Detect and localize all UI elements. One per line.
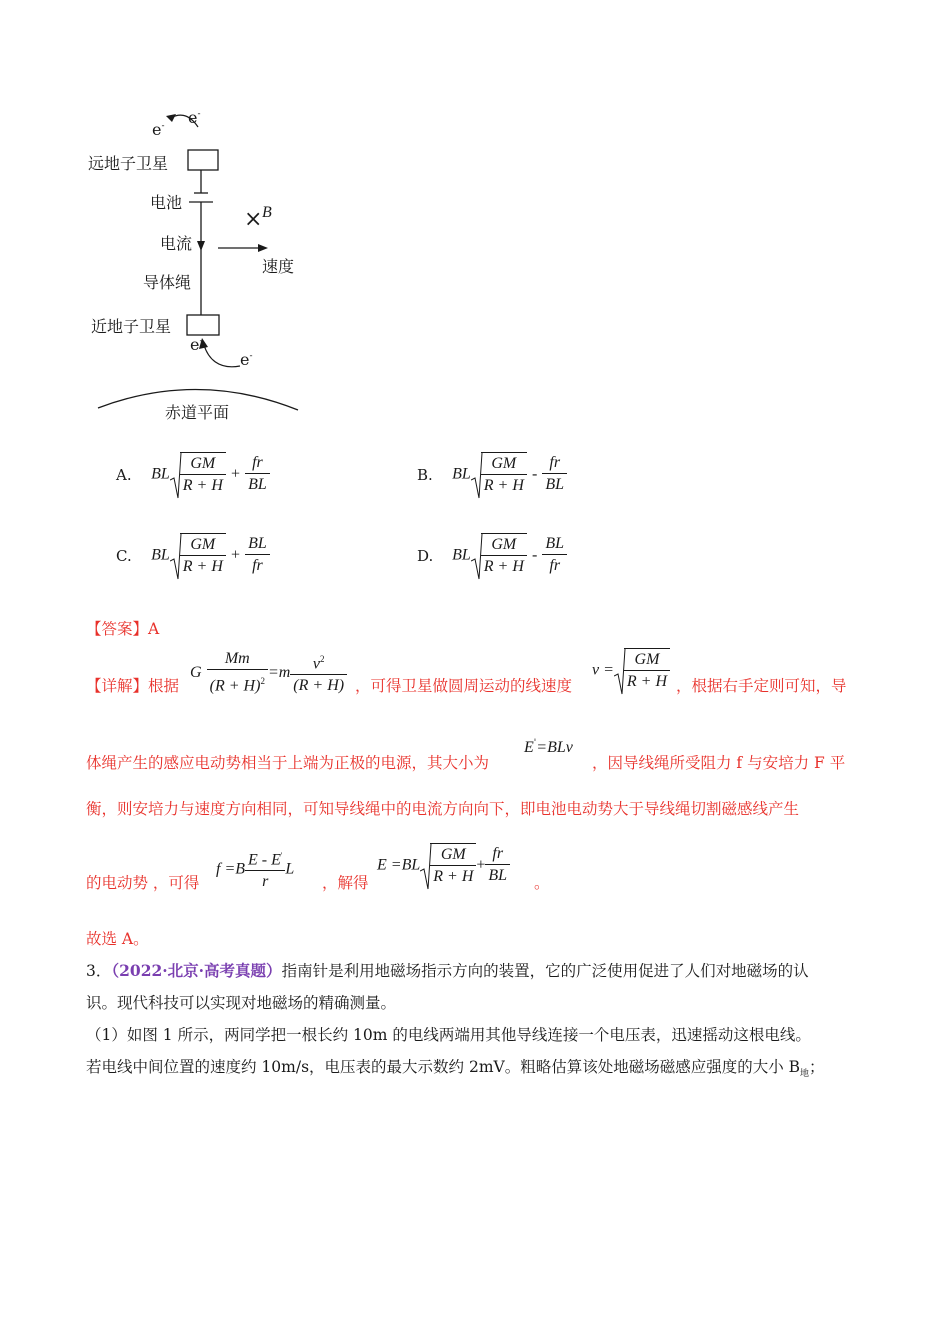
answer-value: A [148,620,160,638]
far-satellite-label: 远地子卫星 [88,154,169,173]
option-bl: BL [452,465,471,483]
question-3-line1 [86,961,809,981]
detail-text: 体绳产生的感应电动势相当于上端为正极的电源，其大小为 [86,754,490,772]
question-3-line2: 识。现代科技可以实现对地磁场的精确测量。 [86,994,397,1012]
detail-label-line [86,676,179,696]
detail-label: 【详解】 [86,677,149,695]
question-text: 若电线中间位置的速度约 10m/s，电压表的最大示数约 2mV。粗略估算该处地磁场磁感应强度的大小 B [86,1058,801,1076]
question-number: 3． [86,962,112,980]
diagram-lines [80,100,340,430]
detail-text: ，因导线绳所受阻力 f 与安培力 F 平 [592,754,846,772]
equator-label: 赤道平面 [165,403,230,422]
detail-text: ，根据右手定则可知，导 [676,677,847,695]
formula-emf: E'=BLv [524,738,573,756]
answer-line [86,619,159,639]
option-bl: BL [151,465,170,483]
formula-gravity: G $\frac{Mm}{(R + H)^2}$ =m $\frac{v^2}{(R + H)}$ [190,649,347,697]
electron-top-right: e- [188,108,201,127]
battery-label: 电池 [150,193,183,212]
option-d[interactable]: D. BL $\frac{GM}{R + H}$ - $\frac{BL}{fr}$ [417,533,567,578]
tether-label: 导体绳 [143,273,192,292]
option-sign: - [531,465,538,483]
question-source[interactable]: （2022·北京·高考真题） [111,961,282,980]
detail-text: 根据 [148,677,180,695]
magnetic-field-symbol: × [244,207,263,232]
detail-text: 衡，则安培力与速度方向相同，可知导线绳中的电流方向向下，即电池电动势大于导线绳切割磁感线产生 [86,800,800,818]
option-sign: + [230,546,241,564]
detail-text: 的电动势 ，可得 [86,874,200,892]
option-label: D. [417,546,434,565]
formula-force: f =B $\frac{E - E'}{r}$ L [216,846,294,893]
formula-result: E =BL $\frac{GM}{R + H}$ + $\frac{fr}{BL}$ [377,843,510,888]
electron-bottom-left: e- [190,335,203,354]
formula-velocity: v = $\frac{GM}{R + H}$ [592,648,670,693]
option-label: B. [417,465,433,484]
conclusion: 故选 A。 [86,930,149,948]
detail-text: ，解得 [322,874,369,892]
option-label: A. [116,465,132,484]
option-c[interactable]: C. BL $\frac{GM}{R + H}$ + $\frac{BL}{fr}$ [116,533,270,578]
detail-text: 。 [534,874,550,892]
question-3-line4 [86,1057,825,1084]
question-text: ； [809,1058,825,1076]
answer-label: 【答案】 [86,620,149,638]
velocity-label: 速度 [262,257,295,276]
detail-text: ，可得卫星做圆周运动的线速度 [355,677,573,695]
option-bl: BL [452,546,471,564]
electron-top-left: e- [152,120,165,139]
subscript: 地 [800,1069,810,1080]
magnetic-field-label: B [262,204,272,221]
question-text: 指南针是利用地磁场指示方向的装置，它的广泛使用促进了人们对地磁场的认 [281,962,809,980]
near-satellite-label: 近地子卫星 [91,317,172,336]
question-3-line3: （1）如图 1 所示，两同学把一根长约 10m 的电线两端用其他导线连接一个电压表，迅速摇动这根电线。 [86,1026,811,1044]
electron-bottom-right: e- [240,350,253,369]
option-bl: BL [151,546,170,564]
option-sign: - [531,546,538,564]
option-label: C. [116,546,132,565]
option-b[interactable]: B. BL $\frac{GM}{R + H}$ - $\frac{fr}{BL}$ [417,452,567,497]
option-a[interactable]: A. BL $\frac{GM}{R + H}$ + $\frac{fr}{BL}$ [116,452,270,497]
option-sign: + [230,465,241,483]
current-label: 电流 [160,234,193,253]
